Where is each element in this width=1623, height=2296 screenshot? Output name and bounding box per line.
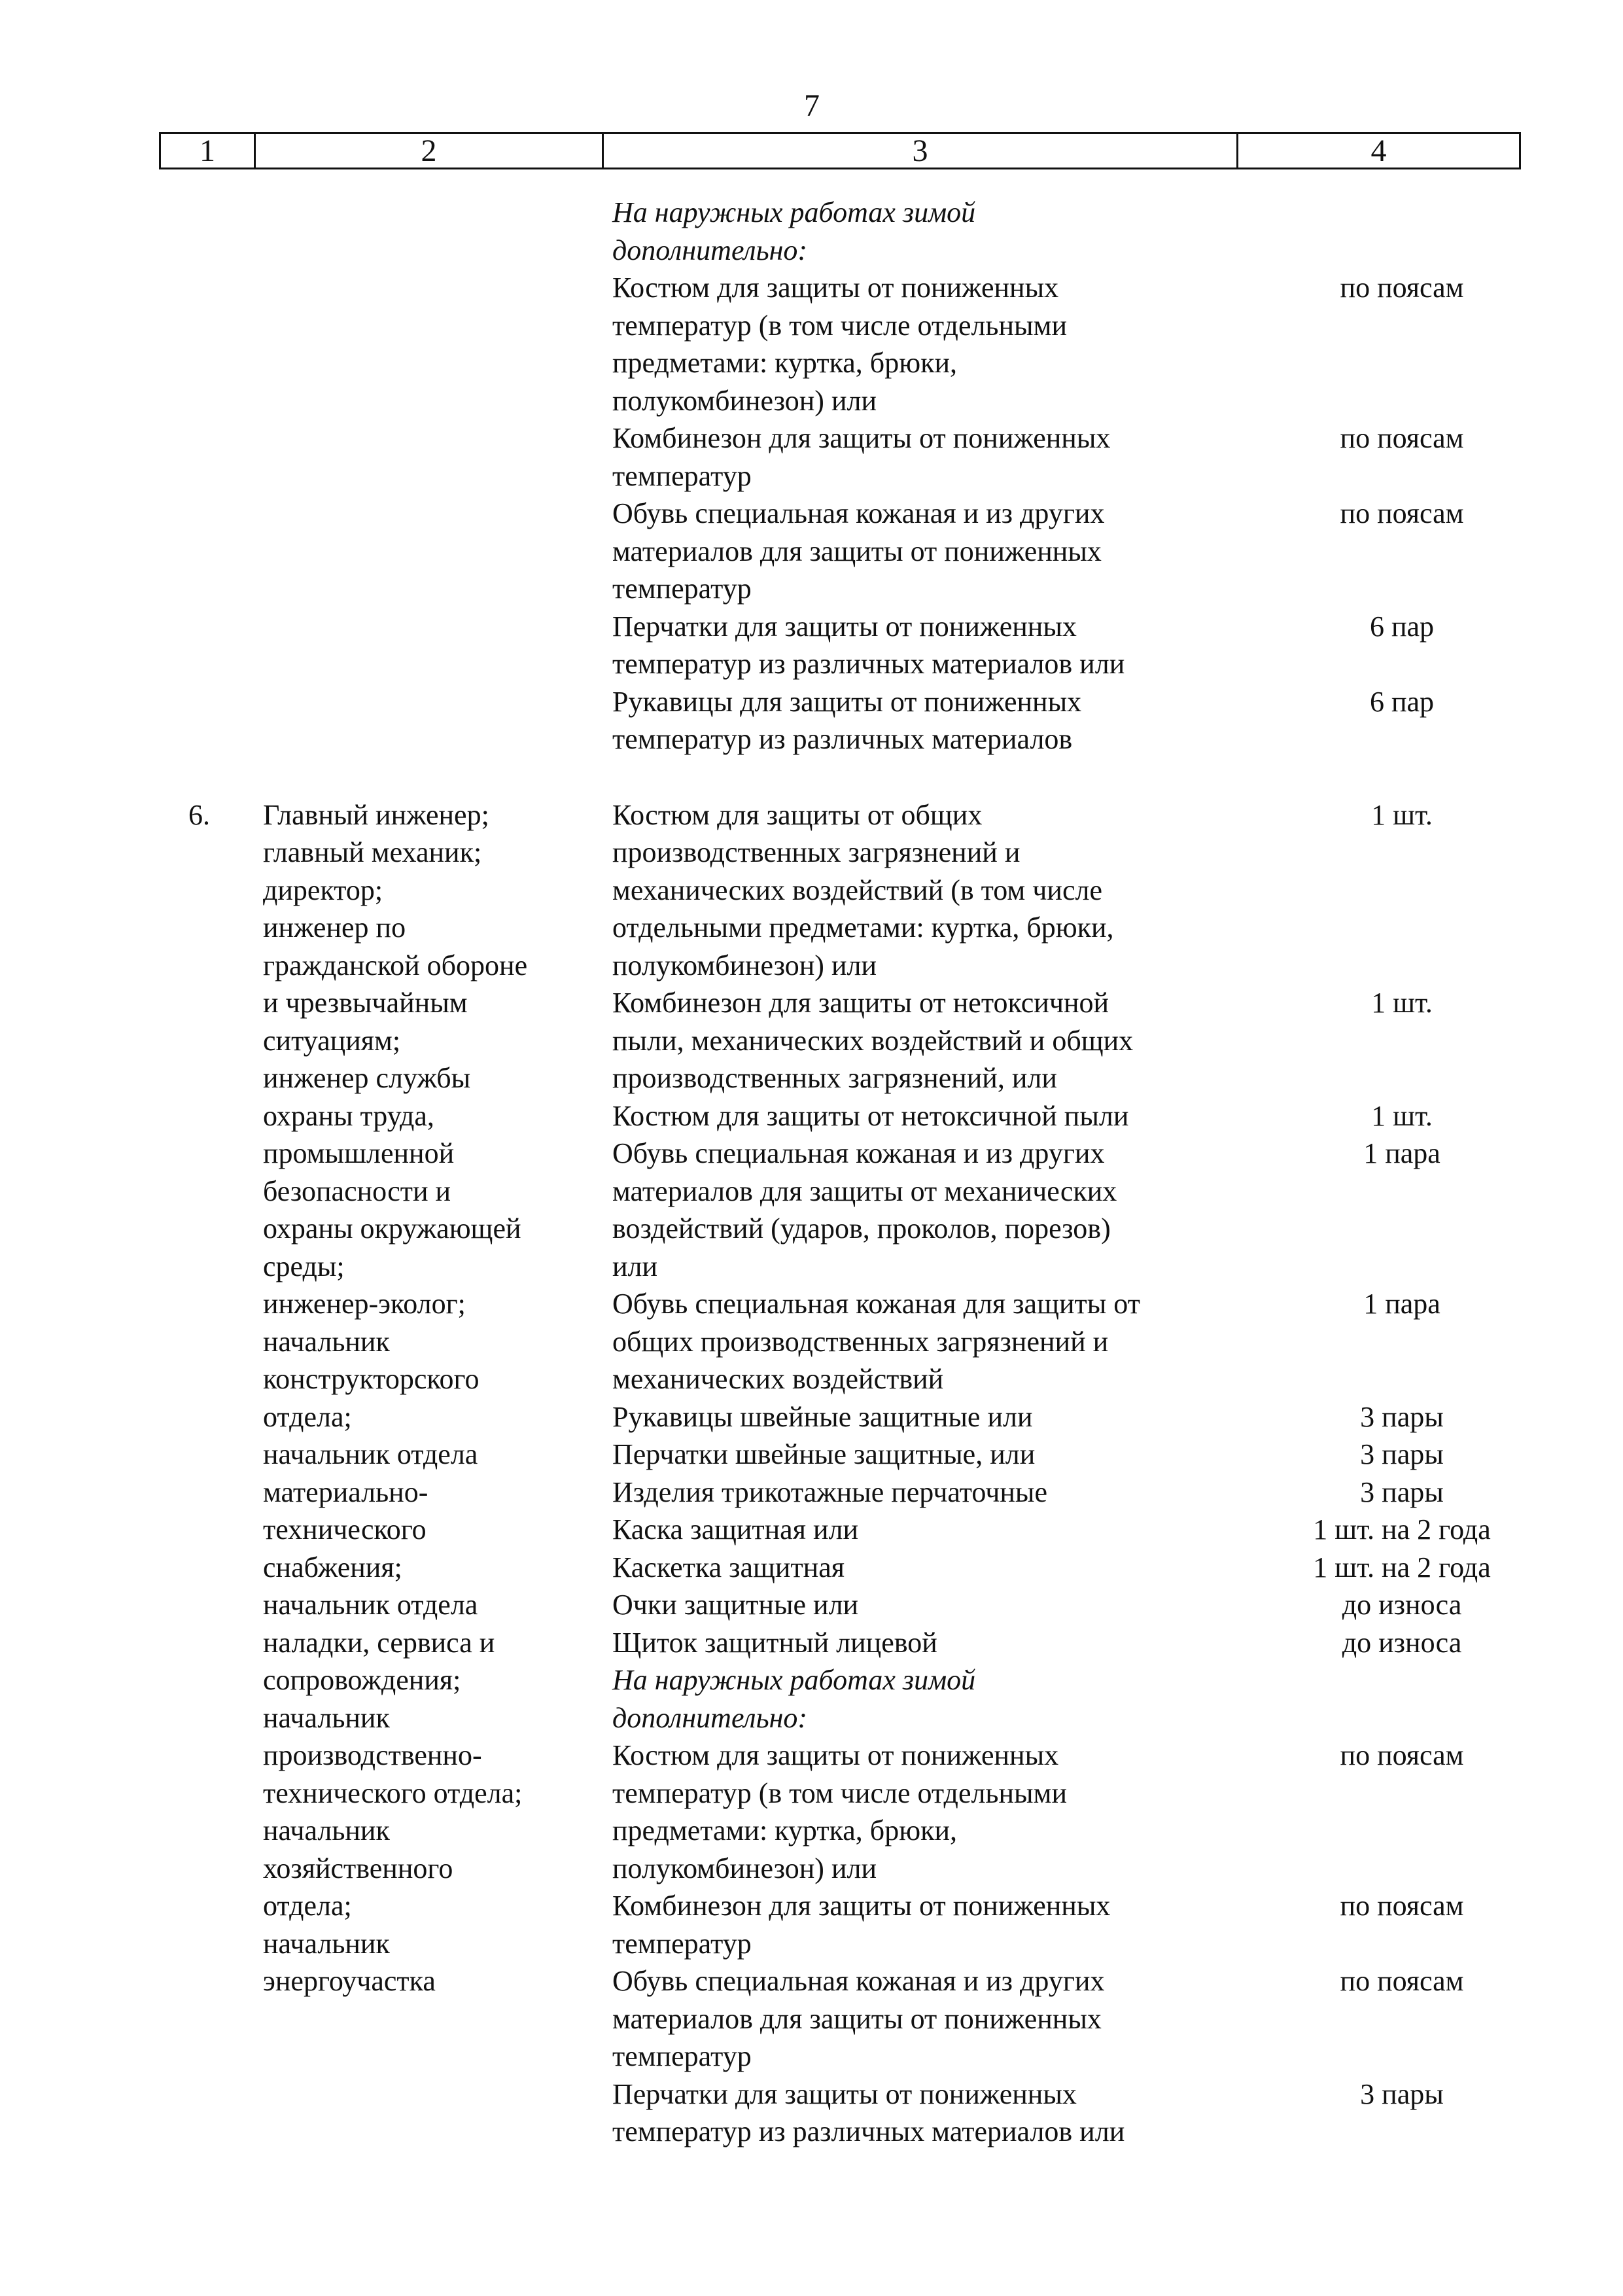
item-cell: На наружных работах зимой — [612, 1664, 976, 1696]
position-cell: охраны труда, — [263, 1099, 434, 1132]
table-row — [0, 269, 1623, 307]
position-cell — [263, 2075, 612, 2113]
quantity-cell — [1261, 344, 1543, 382]
row-number — [188, 2000, 263, 2038]
position-cell — [263, 495, 612, 533]
row-number — [188, 2038, 263, 2075]
row-number — [188, 1962, 263, 2000]
item-cell: полукомбинезон) или — [612, 949, 877, 981]
row-number — [188, 1737, 263, 1775]
position-cell — [263, 269, 612, 307]
quantity-cell: 1 шт. — [1371, 798, 1433, 831]
position-cell: начальник — [263, 1325, 390, 1358]
row-number — [188, 1210, 263, 1248]
position-cell: хозяйственного — [263, 1852, 453, 1884]
quantity-cell: 6 пар — [1369, 610, 1435, 643]
table-row — [0, 1962, 1623, 2000]
table-row — [0, 232, 1623, 270]
quantity-cell: 3 пары — [1360, 2077, 1444, 2110]
position-cell: снабжения; — [263, 1551, 402, 1583]
position-cell: отдела; — [263, 1890, 352, 1922]
quantity-cell — [1261, 1812, 1543, 1850]
table-row — [0, 1398, 1623, 1436]
table-row — [0, 2075, 1623, 2113]
position-cell: безопасности и — [263, 1174, 451, 1207]
position-cell — [263, 457, 612, 495]
row-number — [188, 683, 263, 721]
quantity-cell: 1 пара — [1363, 1288, 1440, 1320]
quantity-cell — [1261, 533, 1543, 571]
row-number — [188, 2075, 263, 2113]
quantity-cell — [1261, 1173, 1543, 1210]
item-cell: материалов для защиты от механических — [612, 1174, 1117, 1207]
position-cell — [263, 419, 612, 457]
row-number — [188, 608, 263, 646]
row-number — [188, 1360, 263, 1398]
position-cell: сопровождения; — [263, 1664, 461, 1696]
quantity-cell — [1261, 947, 1543, 985]
item-cell: производственных загрязнений, или — [612, 1062, 1057, 1094]
position-cell: технического — [263, 1513, 427, 1545]
item-cell: температур — [612, 459, 752, 492]
item-cell: температур из различных материалов или — [612, 2115, 1125, 2147]
quantity-cell — [1261, 1360, 1543, 1398]
table-row — [0, 1059, 1623, 1097]
quantity-cell — [1261, 645, 1543, 683]
position-cell — [263, 382, 612, 420]
quantity-cell: по поясам — [1340, 1965, 1464, 1997]
row-number — [188, 1059, 263, 1097]
item-cell: Каска защитная или — [612, 1513, 858, 1545]
row-number — [188, 307, 263, 345]
position-cell — [263, 645, 612, 683]
row-number — [188, 1474, 263, 1511]
position-cell: начальник отдела — [263, 1589, 478, 1621]
position-cell: инженер службы — [263, 1062, 471, 1094]
quantity-cell — [1261, 1059, 1543, 1097]
position-cell: отдела; — [263, 1400, 352, 1433]
row-number — [188, 2113, 263, 2151]
item-cell: температур из различных материалов или — [612, 648, 1125, 680]
quantity-cell — [1261, 194, 1543, 232]
row-number — [188, 344, 263, 382]
quantity-cell: 6 пар — [1369, 685, 1435, 718]
row-number — [188, 1925, 263, 1963]
item-cell: отдельными предметами: куртка, брюки, — [612, 911, 1114, 944]
quantity-cell: 1 шт. — [1371, 1099, 1433, 1132]
position-cell: гражданской обороне — [263, 949, 528, 981]
item-cell: температур — [612, 2040, 752, 2072]
row-number — [188, 984, 263, 1022]
item-cell: температур (в том числе отдельными — [612, 309, 1067, 342]
position-cell — [263, 194, 612, 232]
item-cell: механических воздействий — [612, 1363, 944, 1395]
position-cell — [263, 570, 612, 608]
quantity-cell: по поясам — [1340, 272, 1464, 304]
item-cell: Комбинезон для защиты от пониженных — [612, 1890, 1111, 1922]
table-row — [0, 1624, 1623, 1662]
position-cell — [263, 2113, 612, 2151]
table-row — [0, 1661, 1623, 1699]
row-number — [188, 419, 263, 457]
table-row — [0, 645, 1623, 683]
table-row — [0, 1323, 1623, 1361]
quantity-cell — [1261, 307, 1543, 345]
quantity-cell — [1261, 720, 1543, 758]
item-cell: материалов для защиты от пониженных — [612, 2002, 1102, 2035]
row-number — [188, 872, 263, 910]
table-row — [0, 1775, 1623, 1812]
position-cell: наладки, сервиса и — [263, 1626, 495, 1659]
quantity-cell — [1261, 834, 1543, 872]
item-cell: механических воздействий (в том числе — [612, 874, 1102, 906]
position-cell: начальник — [263, 1701, 390, 1734]
table-row — [0, 495, 1623, 533]
row-number — [188, 1661, 263, 1699]
table-row — [0, 1248, 1623, 1286]
position-cell: начальник отдела — [263, 1438, 478, 1470]
position-cell: технического отдела; — [263, 1776, 523, 1809]
table-row — [0, 608, 1623, 646]
row-number — [188, 1624, 263, 1662]
table-row — [0, 2038, 1623, 2075]
position-cell — [263, 720, 612, 758]
position-cell: материально- — [263, 1475, 428, 1508]
item-cell: Очки защитные или — [612, 1589, 859, 1621]
quantity-cell — [1261, 232, 1543, 270]
quantity-cell: по поясам — [1340, 1739, 1464, 1771]
row-number — [188, 1097, 263, 1135]
table-row — [0, 194, 1623, 232]
table-row — [0, 1210, 1623, 1248]
position-cell: директор; — [263, 874, 383, 906]
position-cell — [263, 533, 612, 571]
item-cell: температур из различных материалов — [612, 723, 1073, 755]
row-number — [188, 1775, 263, 1812]
quantity-cell: по поясам — [1340, 1890, 1464, 1922]
item-cell: Костюм для защиты от пониженных — [612, 1739, 1059, 1771]
table-row — [0, 1737, 1623, 1775]
position-cell: конструкторского — [263, 1363, 480, 1395]
table-row — [0, 307, 1623, 345]
item-cell: Перчатки для защиты от пониженных — [612, 2077, 1077, 2110]
item-cell: Комбинезон для защиты от пониженных — [612, 422, 1111, 454]
item-cell: температур — [612, 573, 752, 605]
row-number — [188, 1812, 263, 1850]
quantity-cell — [1261, 1925, 1543, 1963]
position-cell: производственно- — [263, 1739, 482, 1771]
position-cell: ситуациям; — [263, 1024, 401, 1057]
table-row — [0, 1436, 1623, 1474]
table-row — [0, 1097, 1623, 1135]
position-cell: Главный инженер; — [263, 798, 489, 831]
item-cell: материалов для защиты от пониженных — [612, 535, 1102, 567]
item-cell: предметами: куртка, брюки, — [612, 1814, 957, 1846]
item-cell: дополнительно: — [612, 1701, 808, 1734]
position-cell: главный механик; — [263, 836, 482, 868]
table-row — [0, 720, 1623, 758]
quantity-cell: 1 шт. на 2 года — [1313, 1513, 1491, 1545]
quantity-cell — [1261, 2000, 1543, 2038]
position-cell — [263, 683, 612, 721]
table-row — [0, 1812, 1623, 1850]
position-cell — [263, 608, 612, 646]
row-number — [188, 533, 263, 571]
position-cell — [263, 307, 612, 345]
row-number — [188, 232, 263, 270]
item-cell: Рукавицы швейные защитные или — [612, 1400, 1033, 1433]
item-cell: полукомбинезон) или — [612, 1852, 877, 1884]
table-row — [0, 683, 1623, 721]
row-number — [188, 269, 263, 307]
table-row — [0, 2113, 1623, 2151]
row-number — [188, 194, 263, 232]
quantity-cell — [1261, 1248, 1543, 1286]
position-cell: промышленной — [263, 1137, 455, 1169]
column-header-4: 4 — [1370, 133, 1387, 168]
table-row — [0, 984, 1623, 1022]
row-number — [188, 495, 263, 533]
table-row — [0, 2000, 1623, 2038]
quantity-cell — [1261, 1699, 1543, 1737]
item-cell: полукомбинезон) или — [612, 384, 877, 417]
row-number — [188, 382, 263, 420]
quantity-cell — [1261, 909, 1543, 947]
quantity-cell — [1261, 570, 1543, 608]
quantity-cell: 3 пары — [1360, 1400, 1444, 1433]
item-cell: воздействий (ударов, проколов, порезов) — [612, 1212, 1111, 1245]
row-number — [188, 457, 263, 495]
quantity-cell — [1261, 1210, 1543, 1248]
table-row — [0, 533, 1623, 571]
table-row — [0, 1850, 1623, 1888]
item-cell: производственных загрязнений и — [612, 836, 1021, 868]
item-cell: Изделия трикотажные перчаточные — [612, 1475, 1048, 1508]
item-cell: На наружных работах зимой — [612, 196, 976, 228]
position-cell: энергоучастка — [263, 1965, 436, 1997]
table-row — [0, 570, 1623, 608]
row-number — [188, 947, 263, 985]
row-number — [188, 1586, 263, 1624]
quantity-cell: 1 шт. на 2 года — [1313, 1551, 1491, 1583]
quantity-cell — [1261, 2113, 1543, 2151]
row-number — [188, 909, 263, 947]
table-row — [0, 947, 1623, 985]
item-cell: Костюм для защиты от нетоксичной пыли — [612, 1099, 1129, 1132]
row-number — [188, 1285, 263, 1323]
quantity-cell — [1261, 872, 1543, 910]
position-cell: охраны окружающей — [263, 1212, 521, 1245]
item-cell: Перчатки швейные защитные, или — [612, 1438, 1036, 1470]
position-cell — [263, 344, 612, 382]
position-cell: инженер-эколог; — [263, 1288, 466, 1320]
table-body — [0, 194, 1623, 2151]
quantity-cell: 1 пара — [1363, 1137, 1440, 1169]
position-cell: начальник — [263, 1927, 390, 1960]
item-cell: дополнительно: — [612, 234, 808, 266]
table-row — [0, 1135, 1623, 1173]
position-cell: инженер по — [263, 911, 406, 944]
quantity-cell: до износа — [1342, 1626, 1462, 1659]
row-number — [188, 1135, 263, 1173]
quantity-cell — [1261, 1022, 1543, 1060]
item-cell: общих производственных загрязнений и — [612, 1325, 1109, 1358]
row-number — [188, 1549, 263, 1587]
quantity-cell — [1261, 457, 1543, 495]
table-row — [0, 1699, 1623, 1737]
quantity-cell: до износа — [1342, 1589, 1462, 1621]
column-header-3: 3 — [604, 134, 1238, 168]
page-number: 7 — [804, 88, 820, 123]
row-number — [188, 645, 263, 683]
table-row — [0, 1511, 1623, 1549]
position-cell: среды; — [263, 1250, 345, 1282]
quantity-cell: 3 пары — [1360, 1438, 1444, 1470]
quantity-cell: по поясам — [1340, 422, 1464, 454]
table-row — [0, 1586, 1623, 1624]
table-row — [0, 1173, 1623, 1210]
table-row — [0, 1022, 1623, 1060]
quantity-cell: по поясам — [1340, 497, 1464, 529]
table-row — [0, 1549, 1623, 1587]
table-row — [0, 1474, 1623, 1511]
row-number: 6. — [188, 798, 210, 831]
table-row — [0, 1925, 1623, 1963]
column-header-2: 2 — [256, 134, 604, 168]
row-number — [188, 1398, 263, 1436]
column-header-1: 1 — [161, 134, 256, 168]
row-number — [188, 1248, 263, 1286]
item-cell: Костюм для защиты от общих — [612, 798, 983, 831]
row-number — [188, 1887, 263, 1925]
table-row — [0, 1360, 1623, 1398]
quantity-cell: 3 пары — [1360, 1475, 1444, 1508]
item-cell: температур (в том числе отдельными — [612, 1776, 1067, 1809]
item-cell: предметами: куртка, брюки, — [612, 347, 957, 379]
table-row — [0, 382, 1623, 420]
row-number — [188, 1323, 263, 1361]
item-cell: Обувь специальная кожаная и из других — [612, 1137, 1105, 1169]
item-cell: Щиток защитный лицевой — [612, 1626, 937, 1659]
quantity-cell — [1261, 1661, 1543, 1699]
item-cell: Комбинезон для защиты от нетоксичной — [612, 987, 1109, 1019]
table-row — [0, 419, 1623, 457]
table-row — [0, 457, 1623, 495]
quantity-cell — [1261, 1850, 1543, 1888]
row-number — [188, 1850, 263, 1888]
column-header-row — [159, 132, 1521, 169]
table-row — [0, 1887, 1623, 1925]
position-cell — [263, 232, 612, 270]
item-cell: Рукавицы для защиты от пониженных — [612, 685, 1082, 718]
table-row — [0, 1285, 1623, 1323]
row-spacer — [0, 758, 1623, 796]
row-number — [188, 1436, 263, 1474]
row-number — [188, 1022, 263, 1060]
quantity-cell — [1261, 382, 1543, 420]
table-row — [0, 344, 1623, 382]
item-cell: или — [612, 1250, 658, 1282]
quantity-cell — [1261, 1323, 1543, 1361]
position-cell — [263, 2000, 612, 2038]
row-number — [188, 720, 263, 758]
item-cell: Обувь специальная кожаная и из других — [612, 1965, 1105, 1997]
item-cell: пыли, механических воздействий и общих — [612, 1024, 1134, 1057]
row-number — [188, 1511, 263, 1549]
row-number — [188, 1173, 263, 1210]
item-cell: температур — [612, 1927, 752, 1960]
table-row — [0, 872, 1623, 910]
table-row — [0, 796, 1623, 834]
item-cell: Обувь специальная кожаная и из других — [612, 497, 1105, 529]
quantity-cell: 1 шт. — [1371, 987, 1433, 1019]
row-number — [188, 834, 263, 872]
item-cell: Костюм для защиты от пониженных — [612, 272, 1059, 304]
position-cell: и чрезвычайным — [263, 987, 468, 1019]
item-cell: Обувь специальная кожаная для защиты от — [612, 1288, 1140, 1320]
quantity-cell — [1261, 2038, 1543, 2075]
item-cell: Перчатки для защиты от пониженных — [612, 610, 1077, 643]
row-number — [188, 1699, 263, 1737]
position-cell — [263, 2038, 612, 2075]
position-cell: начальник — [263, 1814, 390, 1846]
quantity-cell — [1261, 1775, 1543, 1812]
table-row — [0, 834, 1623, 872]
row-number — [188, 570, 263, 608]
item-cell: Каскетка защитная — [612, 1551, 845, 1583]
table-row — [0, 909, 1623, 947]
